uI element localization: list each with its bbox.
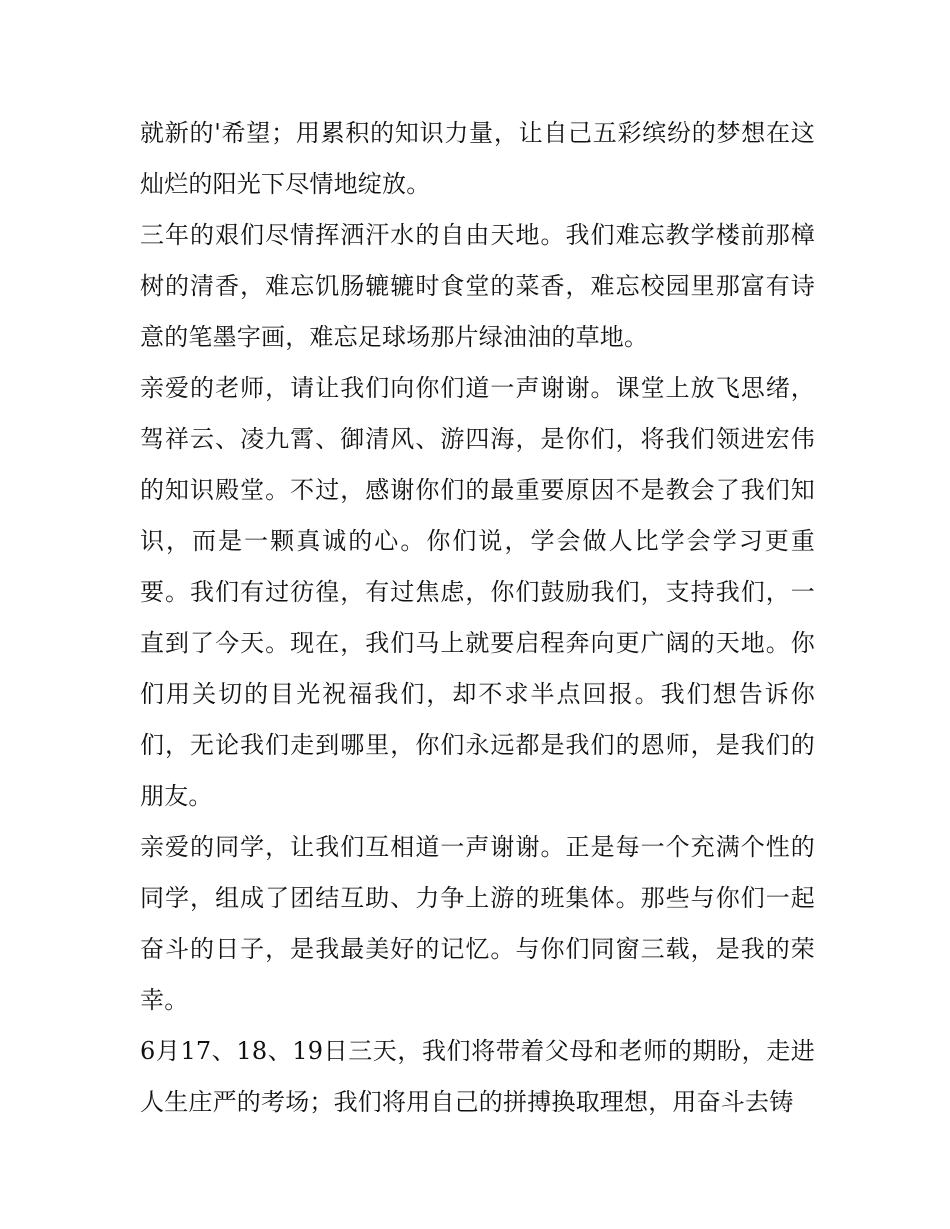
paragraph-1: 就新的'希望；用累积的知识力量，让自己五彩缤纷的梦想在这灿烂的阳光下尽情地绽放。 — [140, 119, 815, 198]
document-body — [140, 108, 815, 1128]
paragraph-2: 三年的艰们尽情挥洒汗水的自由天地。我们难忘教学楼前那樟树的清香，难忘饥肠辘辘时食堂的菜香，难忘校园里那富有诗意的笔墨字画，难忘足球场那片绿油油的草地。 — [140, 221, 815, 351]
paragraph-4: 亲爱的同学，让我们互相道一声谢谢。正是每一个充满个性的同学，组成了团结互助、力争上游的班集体。那些与你们一起奋斗的日子，是我最美好的记忆。与你们同窗三载，是我的荣幸。 — [140, 833, 815, 1014]
paragraph-3: 亲爱的老师，请让我们向你们道一声谢谢。课堂上放飞思绪，驾祥云、凌九霄、御清风、游四海，是你们，将我们领进宏伟的知识殿堂。不过，感谢你们的最重要原因不是教会了我们知识，而是一颗真诚的心。你们说，学会做人比学会学习更重要。我们有过彷徨，有过焦虑，你们鼓励我们，支持我们，一直到了今天。现在，我们马上就要启程奔向更广阔的天地。你们用关切的目光祝福我们，却不求半点回报。我们想告诉你们，无论我们走到哪里，你们永远都是我们的恩师，是我们的朋友。 — [140, 374, 815, 810]
paragraph-5: 6月17、18、19日三天，我们将带着父母和老师的期盼，走进人生庄严的考场；我们将用自己的拼搏换取理想，用奋斗去铸 — [140, 1037, 815, 1116]
